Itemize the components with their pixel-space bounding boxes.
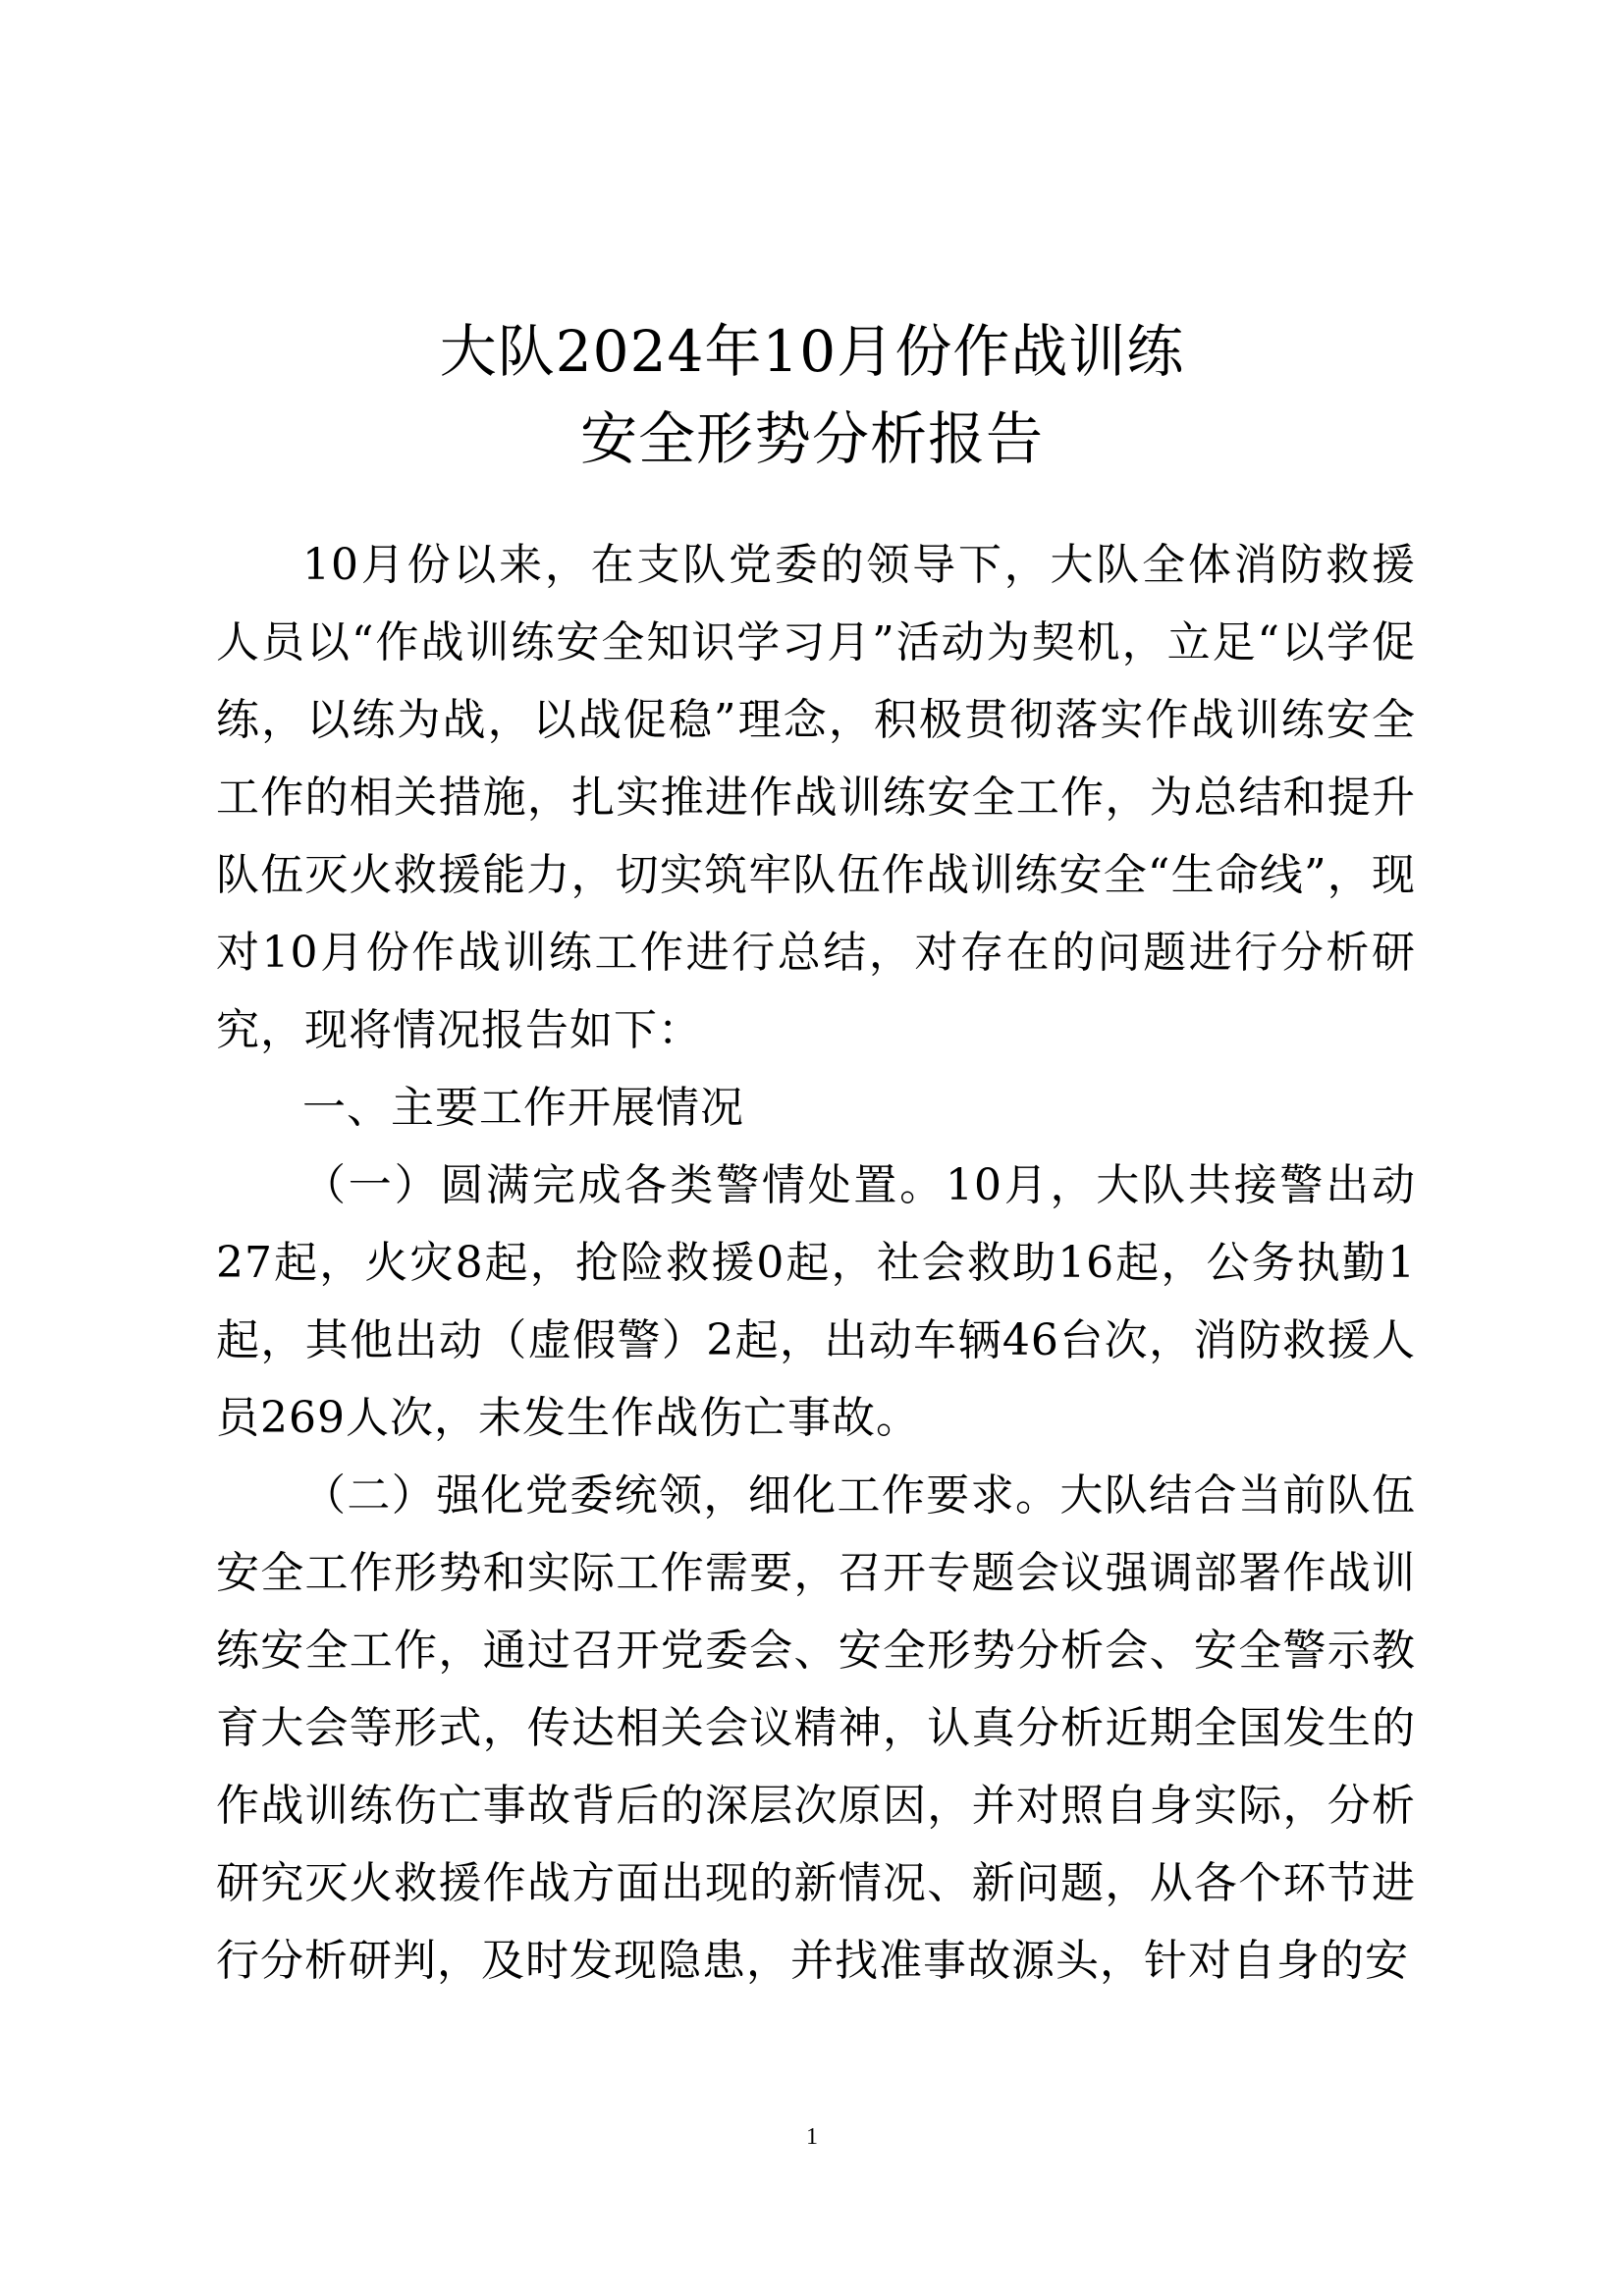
title-line-2: 安全形势分析报告 bbox=[579, 405, 1044, 472]
title-line-1: 大队2024年10月份作战训练 bbox=[439, 318, 1185, 385]
document-body bbox=[216, 526, 1416, 2000]
paragraph-incident-handling: （一）圆满完成各类警情处置。10月，大队共接警出动27起，火灾8起，抢险救援0起，社会救助16起，公务执勤1起，其他出动（虚假警）2起，出动车辆46台次，消防救援人员269人次，未发生作战伤亡事故。 bbox=[216, 1160, 1416, 1443]
page-number: 1 bbox=[806, 2124, 818, 2150]
section-heading: 一、主要工作开展情况 bbox=[302, 1083, 744, 1133]
intro-paragraph: 10月份以来，在支队党委的领导下，大队全体消防救援人员以“作战训练安全知识学习月”活动为契机，立足“以学促练，以练为战，以战促稳”理念，积极贯彻落实作战训练安全工作的相关措施，扎实推进作战训练安全工作，为总结和提升队伍灭火救援能力，切实筑牢队伍作战训练安全“生命线”，现对10月份作战训练工作进行总结，对存在的问题进行分析研究，现将情况报告如下： bbox=[216, 540, 1416, 1055]
paragraph-party-leadership: （二）强化党委统领，细化工作要求。大队结合当前队伍安全工作形势和实际工作需要，召开专题会议强调部署作战训练安全工作，通过召开党委会、安全形势分析会、安全警示教育大会等形式，传达相关会议精神，认真分析近期全国发生的作战训练伤亡事故背后的深层次原因，并对照自身实际，分析研究灭火救援作战方面出现的新情况、新问题，从各个环节进行分析研判，及时发现隐患，并找准事故源头，针对自身的安 bbox=[216, 1470, 1416, 1986]
